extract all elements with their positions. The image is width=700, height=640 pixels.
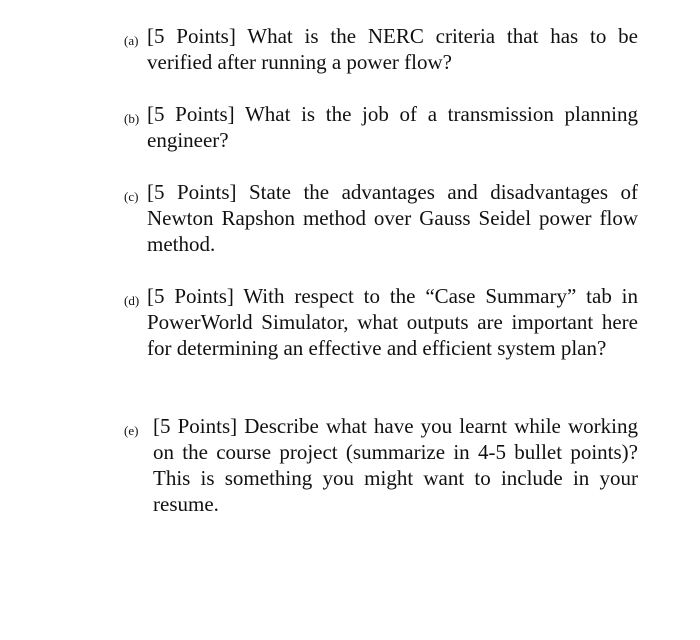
question-e-text: [5 Points] Describe what have you learnt while working on the course project (summarize in 4-5 bullet points)? This is something you might want to include in your resume. <box>153 414 638 516</box>
question-c-text: [5 Points] State the advantages and disadvantages of Newton Rapshon method over Gauss Seidel power flow method. <box>147 180 638 256</box>
question-b-text: [5 Points] What is the job of a transmission planning engineer? <box>147 102 638 152</box>
question-d <box>124 283 638 361</box>
question-e <box>124 413 638 517</box>
question-a-marker: (a) <box>124 33 139 48</box>
question-b <box>124 101 638 153</box>
question-a-text: [5 Points] What is the NERC criteria that has to be verified after running a power flow? <box>147 24 638 74</box>
question-d-text: [5 Points] With respect to the “Case Summary” tab in PowerWorld Simulator, what outputs are important here for determining an effective and efficient system plan? <box>147 284 638 360</box>
question-c-marker: (c) <box>124 189 139 204</box>
question-b-marker: (b) <box>124 111 140 126</box>
question-e-marker: (e) <box>124 423 139 438</box>
question-d-marker: (d) <box>124 293 140 308</box>
question-a <box>124 23 638 75</box>
question-c <box>124 179 638 257</box>
